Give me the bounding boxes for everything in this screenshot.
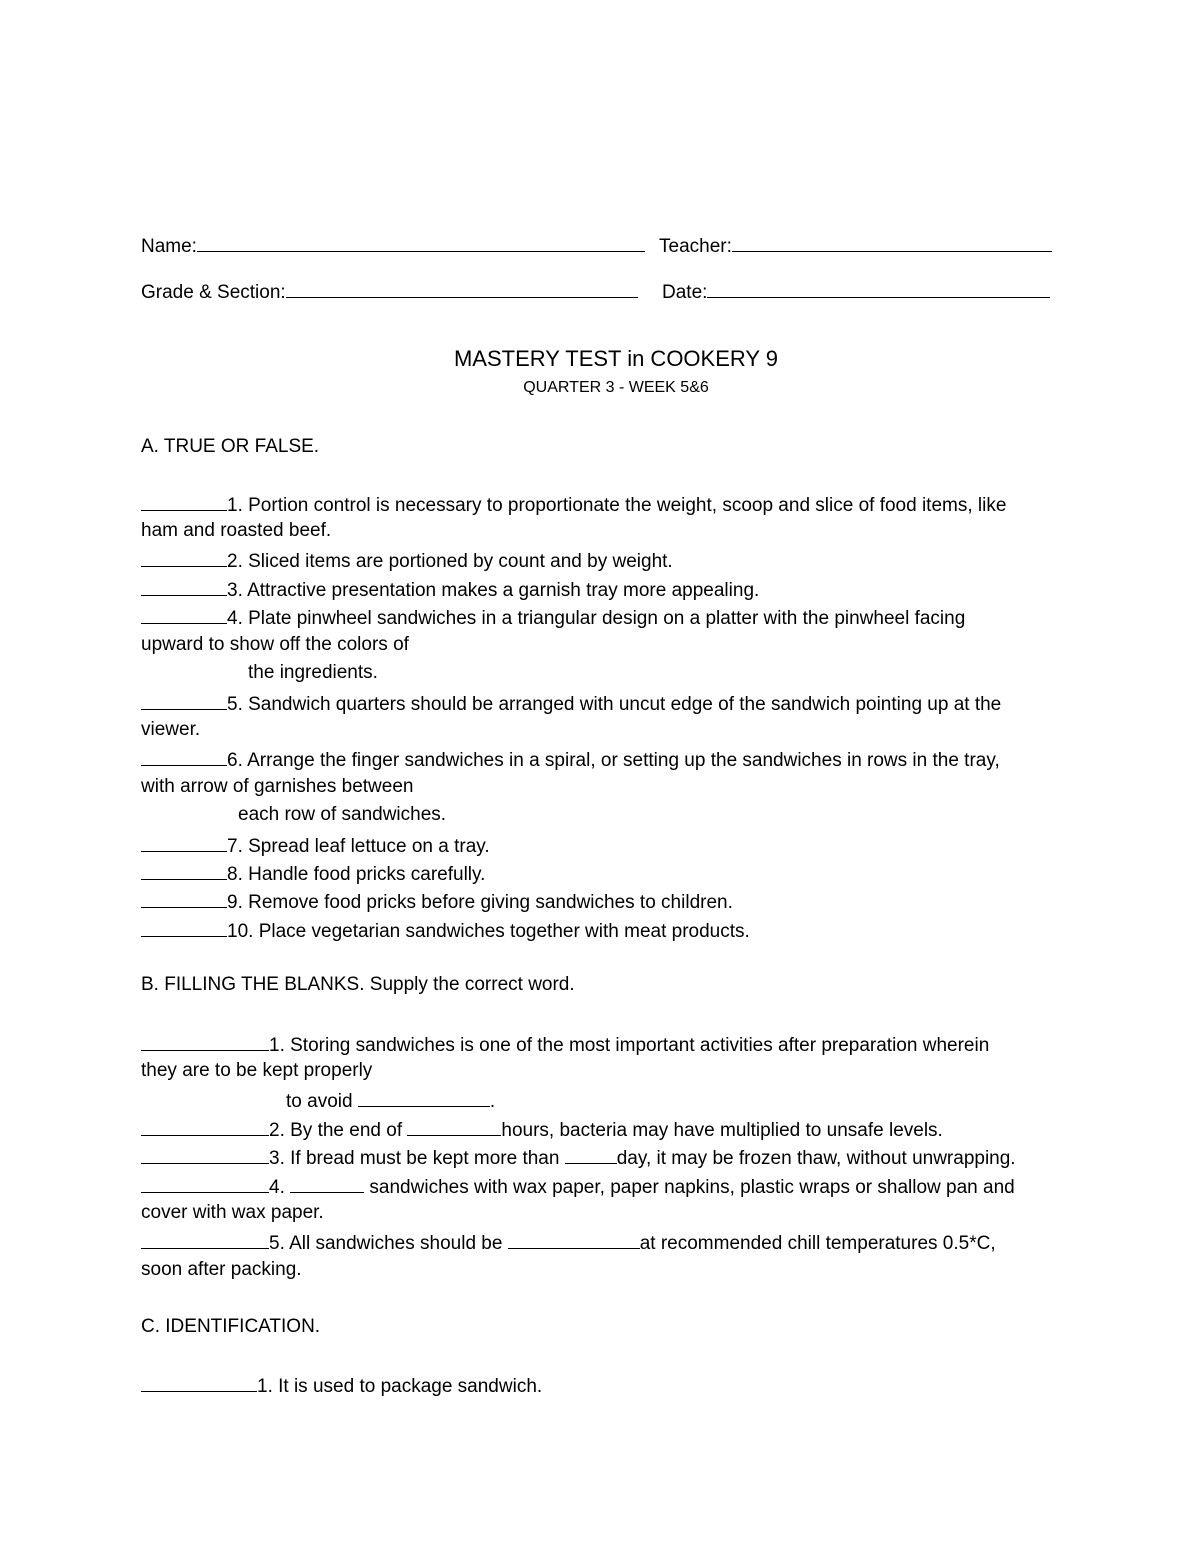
fill-blank[interactable] bbox=[290, 1173, 364, 1193]
fill-blank[interactable] bbox=[358, 1087, 490, 1107]
answer-blank[interactable] bbox=[141, 917, 227, 937]
answer-blank[interactable] bbox=[141, 1229, 269, 1249]
list-item-continuation: they are to be kept properly bbox=[141, 1060, 373, 1081]
fill-blank[interactable] bbox=[565, 1144, 617, 1164]
date-blank[interactable] bbox=[707, 278, 1050, 298]
teacher-field bbox=[659, 232, 1052, 259]
list-item: 3. Attractive presentation makes a garnish tray more appealing. bbox=[141, 576, 1071, 603]
list-item-continuation: to avoid . bbox=[286, 1087, 1200, 1114]
list-item: 4. sandwiches with wax paper, paper napkins, plastic wraps or shallow pan and bbox=[141, 1173, 1071, 1200]
name-field bbox=[141, 232, 645, 259]
list-item: 6. Arrange the finger sandwiches in a spiral, or setting up the sandwiches in rows in the tray, bbox=[141, 746, 1071, 773]
answer-blank[interactable] bbox=[141, 832, 227, 852]
list-item: 7. Spread leaf lettuce on a tray. bbox=[141, 832, 1071, 859]
answer-blank[interactable] bbox=[141, 491, 227, 511]
list-item-continuation: cover with wax paper. bbox=[141, 1202, 324, 1223]
list-item: 1. It is used to package sandwich. bbox=[141, 1372, 1071, 1399]
list-item: 9. Remove food pricks before giving sandwiches to children. bbox=[141, 888, 1071, 915]
list-item: 5. All sandwiches should be at recommended chill temperatures 0.5*C, bbox=[141, 1229, 1071, 1256]
list-item-continuation: viewer. bbox=[141, 719, 201, 740]
fill-blank[interactable] bbox=[407, 1116, 501, 1136]
list-item: 2. By the end of hours, bacteria may have multiplied to unsafe levels. bbox=[141, 1116, 1071, 1143]
page-subtitle: QUARTER 3 - WEEK 5&6 bbox=[523, 379, 709, 396]
grade-section-field bbox=[141, 278, 638, 305]
grade-section-blank[interactable] bbox=[286, 278, 638, 298]
date-label: Date: bbox=[662, 282, 708, 303]
section-c-heading: C. IDENTIFICATION. bbox=[141, 1316, 321, 1337]
answer-blank[interactable] bbox=[141, 1031, 269, 1051]
teacher-label: Teacher: bbox=[659, 236, 732, 257]
name-label: Name: bbox=[141, 236, 197, 257]
list-item-continuation: the ingredients. bbox=[248, 662, 378, 683]
answer-blank[interactable] bbox=[141, 888, 227, 908]
fill-blank[interactable] bbox=[508, 1229, 640, 1249]
grade-section-label: Grade & Section: bbox=[141, 282, 286, 303]
list-item: 4. Plate pinwheel sandwiches in a triangular design on a platter with the pinwheel facing bbox=[141, 604, 1071, 631]
list-item-continuation: soon after packing. bbox=[141, 1259, 302, 1280]
name-blank[interactable] bbox=[197, 232, 645, 252]
list-item: 5. Sandwich quarters should be arranged with uncut edge of the sandwich pointing up at the bbox=[141, 690, 1071, 717]
answer-blank[interactable] bbox=[141, 576, 227, 596]
answer-blank[interactable] bbox=[141, 746, 227, 766]
answer-blank[interactable] bbox=[141, 1116, 269, 1136]
date-field bbox=[662, 278, 1050, 305]
answer-blank[interactable] bbox=[141, 1144, 269, 1164]
list-item: 2. Sliced items are portioned by count and by weight. bbox=[141, 547, 1071, 574]
list-item: 3. If bread must be kept more than day, it may be frozen thaw, without unwrapping. bbox=[141, 1144, 1071, 1171]
list-item-continuation: upward to show off the colors of bbox=[141, 634, 409, 655]
answer-blank[interactable] bbox=[141, 1173, 269, 1193]
answer-blank[interactable] bbox=[141, 547, 227, 567]
list-item: 1. Portion control is necessary to proportionate the weight, scoop and slice of food items, like bbox=[141, 491, 1071, 518]
answer-blank[interactable] bbox=[141, 860, 227, 880]
section-b-heading: B. FILLING THE BLANKS. Supply the correct word. bbox=[141, 974, 575, 995]
section-a-heading: A. TRUE OR FALSE. bbox=[141, 436, 320, 457]
answer-blank[interactable] bbox=[141, 690, 227, 710]
list-item: 1. Storing sandwiches is one of the most important activities after preparation wherein bbox=[141, 1031, 1071, 1058]
page-title: MASTERY TEST in COOKERY 9 bbox=[453, 346, 779, 371]
answer-blank[interactable] bbox=[141, 604, 227, 624]
list-item-continuation: each row of sandwiches. bbox=[238, 804, 447, 825]
answer-blank[interactable] bbox=[141, 1372, 257, 1392]
list-item: 8. Handle food pricks carefully. bbox=[141, 860, 1071, 887]
list-item-continuation: ham and roasted beef. bbox=[141, 520, 332, 541]
list-item-continuation: with arrow of garnishes between bbox=[141, 776, 414, 797]
list-item: 10. Place vegetarian sandwiches together with meat products. bbox=[141, 917, 1071, 944]
teacher-blank[interactable] bbox=[732, 232, 1052, 252]
